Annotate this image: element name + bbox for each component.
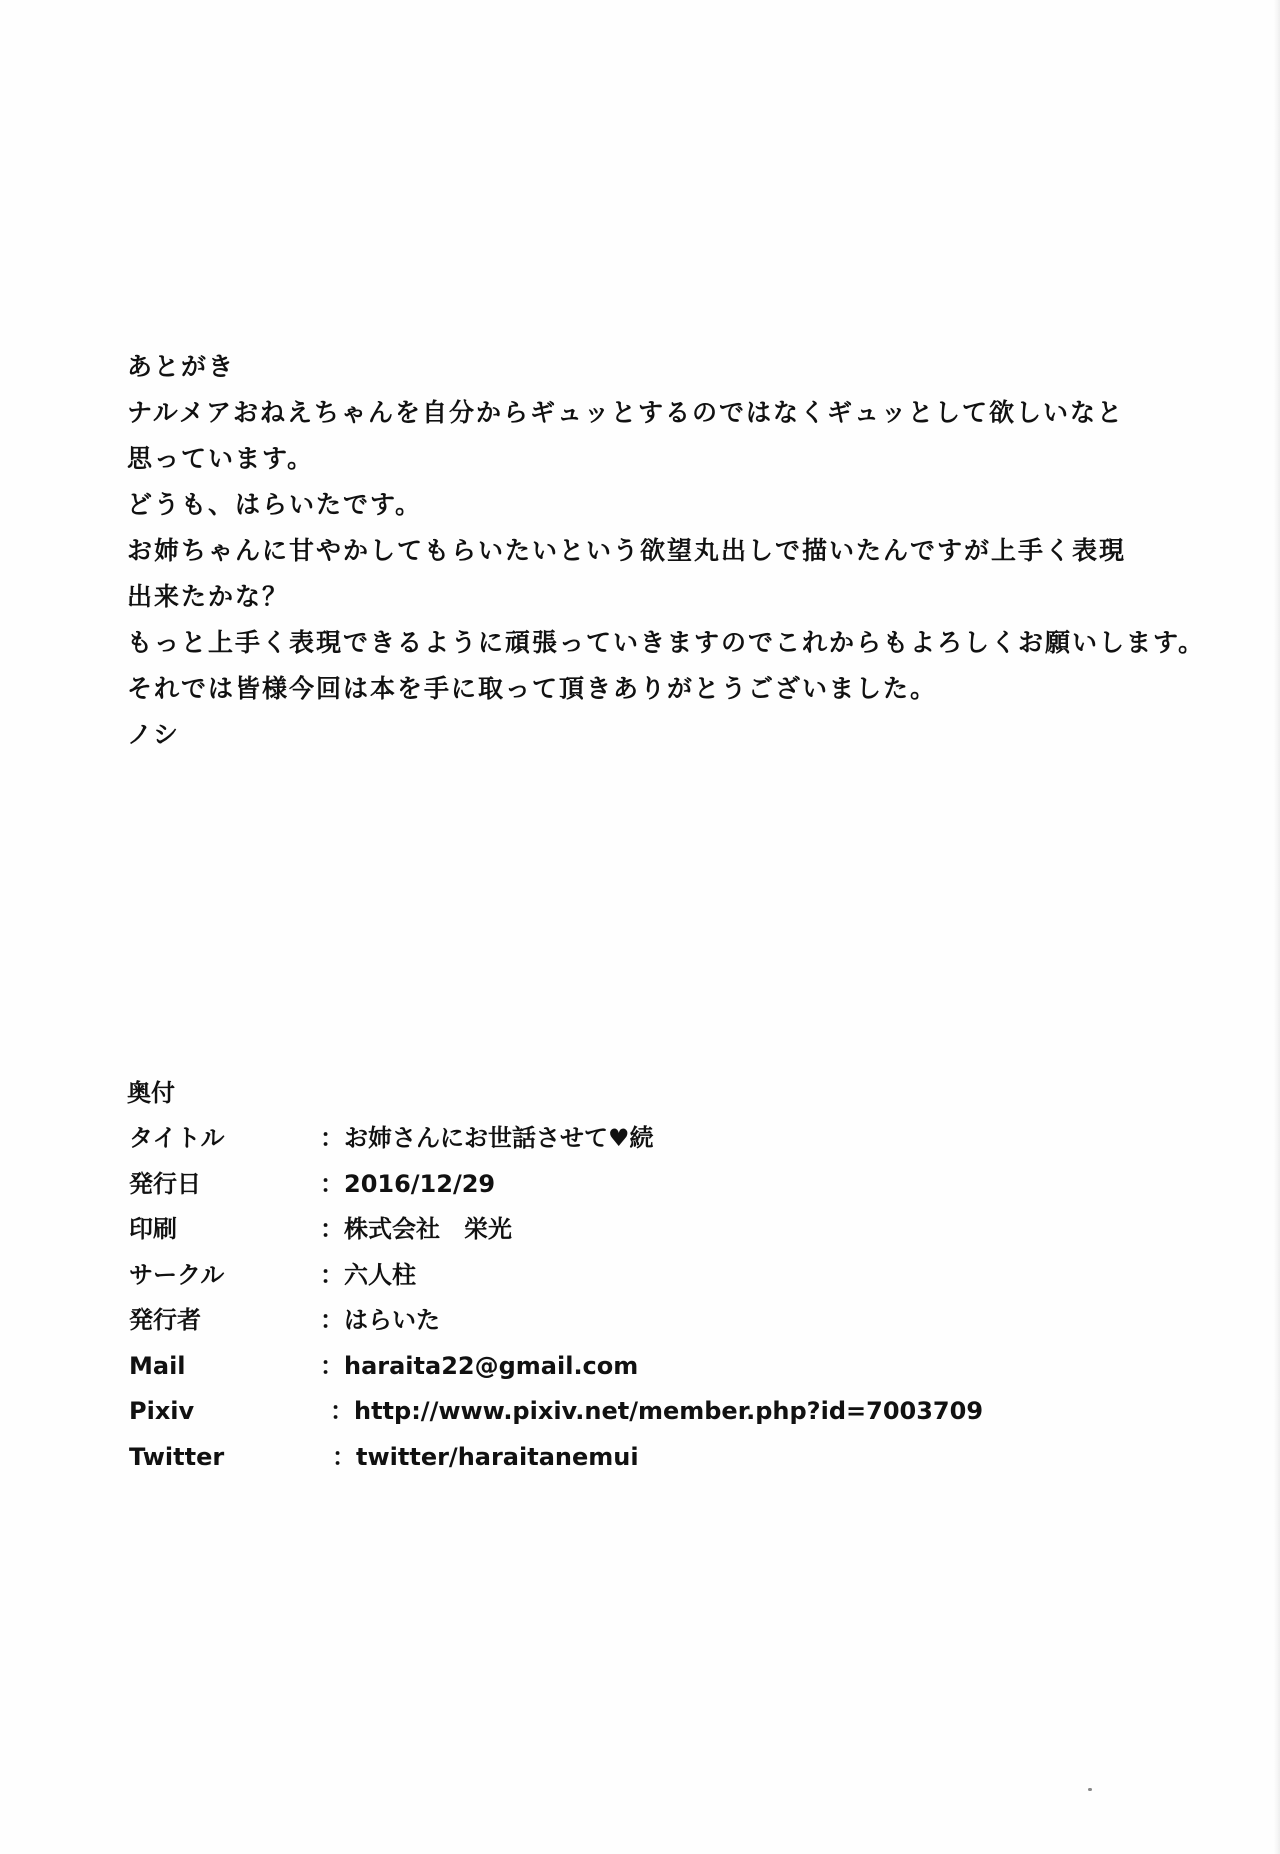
- colophon-row-title: [127, 1116, 1227, 1162]
- colophon-key: Pixiv: [129, 1397, 195, 1425]
- twitter-handle: ：twitter/haraitanemui: [332, 1442, 639, 1471]
- afterword-line: お姉ちゃんに甘やかしてもらいたいという欲望丸出しで描いたんですが上手く表現: [127, 536, 1127, 565]
- pixiv-url: ：http://www.pixiv.net/member.php?id=7003709: [330, 1397, 984, 1425]
- afterword-line: 出来たかな？: [127, 582, 290, 611]
- page-edge-shadow: [1274, 0, 1280, 1854]
- afterword-heading: あとがき: [127, 352, 236, 381]
- colophon-row-circle: [127, 1253, 1227, 1299]
- colophon-value: ：株式会社 栄光: [320, 1215, 512, 1243]
- afterword-signoff: ノシ: [127, 720, 181, 749]
- scan-speck: [1088, 1788, 1092, 1791]
- afterword-line: もっと上手く表現できるように頑張っていきますのでこれからもよろしくお願いします。: [127, 628, 1206, 657]
- colophon-heading: 奥付: [127, 1079, 175, 1107]
- colophon-key: 印刷: [129, 1215, 177, 1243]
- afterword-section: [127, 344, 1247, 758]
- colophon-row-mail: [127, 1344, 1227, 1390]
- colophon-key: 発行日: [129, 1169, 201, 1198]
- colophon-value: ：六人柱: [320, 1260, 416, 1289]
- colophon-row-printer: [127, 1207, 1227, 1253]
- colophon-row-twitter: [127, 1435, 1227, 1481]
- colophon-value: ：2016/12/29: [320, 1169, 496, 1198]
- mail-address: ：haraita22@gmail.com: [320, 1351, 639, 1380]
- colophon-key: タイトル: [129, 1124, 225, 1152]
- colophon-value: ：はらいた: [320, 1306, 440, 1334]
- afterword-line: それでは皆様今回は本を手に取って頂きありがとうございました。: [127, 674, 938, 703]
- colophon-key: サークル: [129, 1260, 225, 1289]
- colophon-key: Twitter: [129, 1442, 225, 1471]
- colophon-key: 発行者: [129, 1306, 201, 1334]
- afterword-line: どうも、はらいたです。: [127, 490, 423, 519]
- colophon-key: Mail: [129, 1351, 186, 1380]
- colophon-section: [127, 1070, 1227, 1480]
- afterword-line: ナルメアおねえちゃんを自分からギュッとするのではなくギュッとして欲しいなと: [127, 398, 1125, 427]
- colophon-value: ：お姉さんにお世話させて♥続: [320, 1124, 654, 1152]
- colophon-row-date: [127, 1162, 1227, 1208]
- colophon-row-pixiv: [127, 1389, 1227, 1435]
- colophon-row-publisher: [127, 1298, 1227, 1344]
- afterword-line: 思っています。: [127, 444, 315, 473]
